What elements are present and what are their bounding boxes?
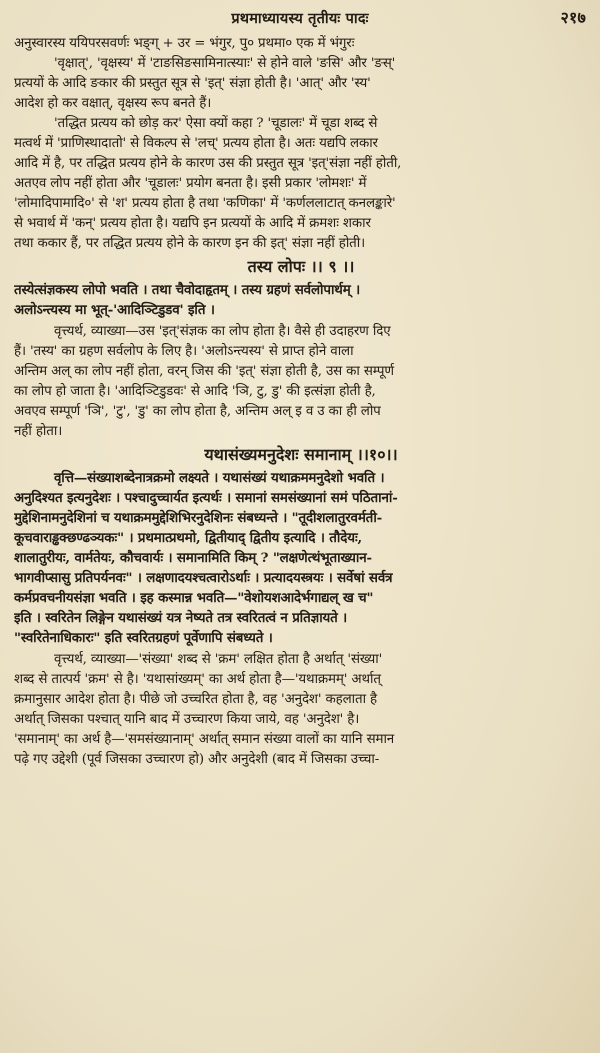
text-line: का लोप हो जाता है। 'आदिञ्टिडुडवः' से आदि 'ञि, टु, डु' की इत्संज्ञा होती है,	[14, 384, 376, 399]
sutra-heading-10: यथासंख्यमनुदेशः समानाम् ।।१०।।	[204, 445, 398, 464]
text-line: क्रमानुसार आदेश होता है। पीछे जो उच्चरित होता है, वह 'अनुदेश' कहलाता है	[14, 692, 378, 707]
text-line: अनुदिश्यत इत्यनुदेशः । पश्चादुच्चार्यत इत्यर्थः । समानां समसंख्यानां समं पठितानां-	[14, 490, 398, 506]
vritti-block-2	[14, 468, 588, 648]
text-line: "स्वरितेनाधिकारः" इति स्वरितग्रहणं पूर्वेणापि संबध्यते ।	[14, 630, 273, 646]
text-line: अन्तिम अल् का लोप नहीं होता, वरन् जिस की 'इत्' संज्ञा होती है, उस का सम्पूर्ण	[14, 364, 394, 379]
text-line: अनुस्वारस्य ययिपरसवर्णः भङ्ग् + उर = भंगुर, पु० प्रथमा० एक में भंगुरः	[14, 36, 355, 51]
text-line: नहीं होता।	[14, 424, 63, 439]
text-line: मत्वर्थ में 'प्राणिस्थादातो' से विकल्प से 'लच्' प्रत्यय होता है। अतः यद्यपि लकार	[14, 136, 378, 151]
text-line: आदि में है, पर तद्धित प्रत्यय होने के कारण उस की प्रस्तुत सूत्र 'इत्'संज्ञा नहीं होती,	[14, 156, 402, 171]
paragraph-block-3	[14, 650, 588, 770]
text-line: वृत्ति—संख्याशब्देनात्रक्रमो लक्ष्यते । यथासंख्यं यथाक्रममनुदेशो भवति ।	[54, 470, 385, 486]
text-line: अर्थात् जिसका पश्चात् यानि बाद में उच्चारण किया जाये, वह 'अनुदेश' है।	[14, 712, 360, 727]
text-line: शालातुरीयः, वार्मतेयः, कौचवार्यः । समानामिति किम् ? "लक्षणेत्थंभूताख्यान-	[14, 550, 372, 566]
page-header	[0, 6, 600, 32]
text-line: हैं। 'तस्य' का ग्रहण सर्वलोप के लिए है। 'अलोऽन्त्यस्य' से प्राप्त होने वाला	[14, 344, 354, 359]
text-line: भागवीप्सासु प्रतिपर्यनवः" । लक्षणादयश्चत्वारोऽर्थाः । प्रत्यादयस्त्रयः । सर्वेषां सर्वत्र	[14, 570, 393, 586]
sutra-heading-9: तस्य लोपः ।। ९ ।।	[247, 257, 355, 276]
text-line: इति । स्वरितेन लिङ्गेन यथासंख्यं यत्र नेष्यते तत्र स्वरितत्वं न प्रतिज्ञायते ।	[14, 610, 348, 626]
text-line: पढ़े गए उद्देशी (पूर्व जिसका उच्चारण हो) और अनुदेशी (बाद में जिसका उच्चा-	[14, 752, 380, 767]
text-line: कूचवाराड्ढक्छण्ढञ्यकः" । प्रथमात्प्रथमो, द्वितीयाद् द्वितीय इत्यादि । तौदेयः,	[14, 530, 363, 546]
text-line: मुद्देशिनामनुदेशिनां च यथाक्रममुद्देशिभिरनुदेशिनः संबध्यन्ते । "तूदीशलातुरवर्मती-	[14, 510, 383, 526]
text-line: अलोऽन्त्यस्य मा भूत्-'आदिञ्टिडुडव' इति ।	[14, 302, 215, 318]
paragraph-block-1	[14, 34, 588, 254]
text-line: वृत्त्यर्थ, व्याख्या—'संख्या' शब्द से 'क्रम' लक्षित होता है अर्थात् 'संख्या'	[54, 652, 383, 667]
vritti-block-1	[14, 280, 588, 320]
text-line: अतएव लोप नहीं होता और 'चूडालः' प्रयोग बनता है। इसी प्रकार 'लोमशः' में	[14, 176, 367, 191]
text-line: शब्द से तात्पर्य 'क्रम' से है। 'यथासांख्यम्' का अर्थ होता है—'यथाक्रमम्' अर्थात्	[14, 672, 381, 687]
text-line: 'लोमादिपामादि०' से 'श' प्रत्यय होता है तथा 'कणिका' में 'कर्णललाटात् कनलङ्कारे'	[14, 196, 396, 211]
text-line: प्रत्ययों के आदि ङकार की प्रस्तुत सूत्र से 'इत्' संज्ञा होती है। 'आत्' और 'स्य'	[14, 76, 371, 91]
text-line: तथा ककार हैं, पर तद्धित प्रत्यय होने के कारण इन की इत्' संज्ञा नहीं होती।	[14, 236, 366, 251]
paragraph-block-2	[14, 322, 588, 442]
text-line: 'समानाम्' का अर्थ है—'समसंख्यानाम्' अर्थात् समान संख्या वालों का यानि समान	[14, 732, 395, 747]
text-line: से भवार्थ में 'कन्' प्रत्यय होता है। यद्यपि इन प्रत्ययों के आदि में क्रमशः शकार	[14, 216, 371, 231]
text-line: तस्येत्संज्ञकस्य लोपो भवति । तथा चैवोदाहृतम् । तस्य ग्रहणं सर्वलोपार्थम् ।	[14, 282, 360, 298]
text-line: आदेश हो कर वक्षात्, वृक्षस्य रूप बनते हैं।	[14, 96, 212, 111]
text-line: 'तद्धित प्रत्यय को छोड़ कर' ऐसा क्यों कहा ? 'चूडालः' में चूडा शब्द से	[54, 116, 378, 131]
text-line: वृत्त्यर्थ, व्याख्या—उस 'इत्'संज्ञक का लोप होता है। वैसे ही उदाहरण दिए	[54, 324, 391, 339]
text-line: कर्मप्रवचनीयसंज्ञा भवति । इह कस्मान्न भवति—"वेशोयशआदेर्भगाद्यल् ख च"	[14, 590, 374, 606]
page-header-title: प्रथमाध्यायस्य तृतीयः पादः	[231, 10, 369, 27]
text-line: 'वृक्षात्', 'वृक्षस्य' में 'टाङसिङसामिनात्स्याः' से होने वाले 'ङसि' और 'ङस्'	[54, 56, 396, 71]
text-line: अवएव सम्पूर्ण 'ञि', 'टु', 'डु' का लोप होता है, अन्तिम अल् इ व उ का ही लोप	[14, 404, 381, 419]
page-number: २१७	[560, 8, 586, 27]
